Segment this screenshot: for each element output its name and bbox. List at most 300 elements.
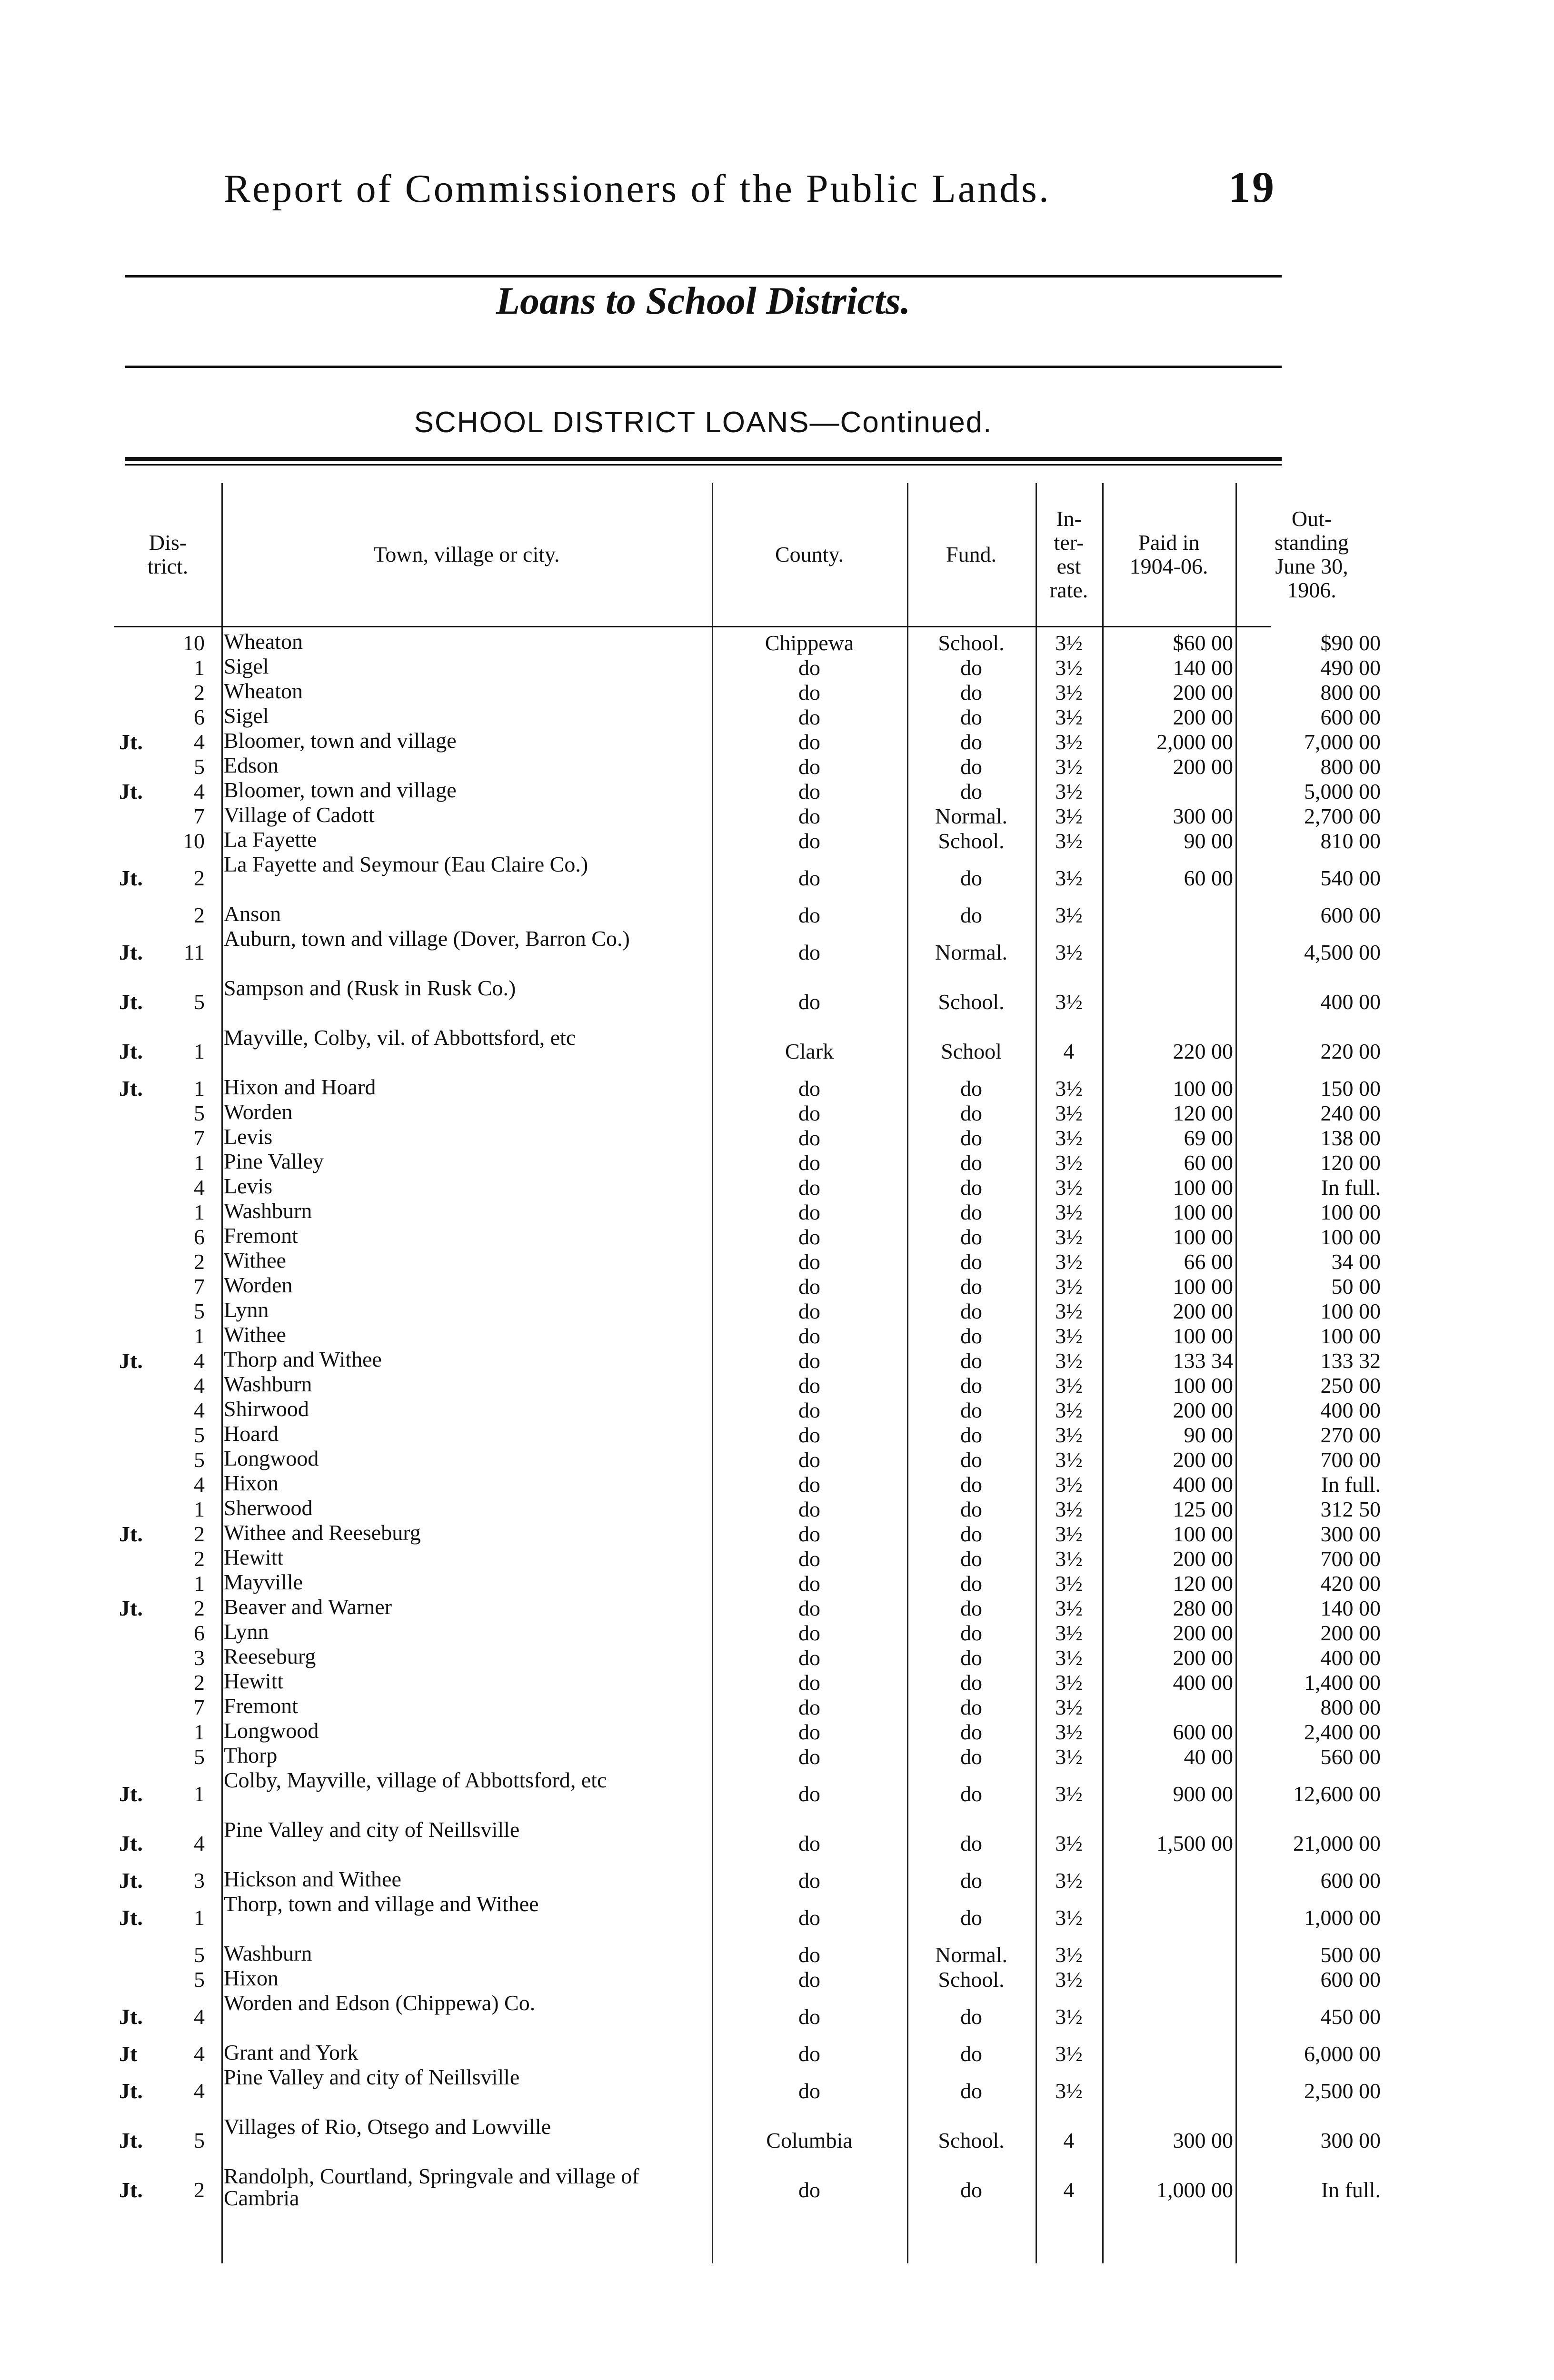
table-row [114, 2165, 1381, 2215]
row-joint-marker [114, 655, 181, 680]
table-row [114, 928, 1381, 977]
row-county: do [798, 1967, 820, 1992]
row-town: Thorp, town and village and Withee [224, 1893, 539, 1916]
header-paid: Paid in 1904-06. [1129, 530, 1208, 578]
table-row [114, 1943, 1381, 1967]
row-district: 5 [194, 1745, 205, 1769]
row-fund: do [960, 1349, 982, 1373]
row-county: do [798, 990, 820, 1014]
row-joint-marker [114, 754, 181, 779]
table-row [114, 631, 1381, 655]
row-joint-marker [114, 705, 181, 730]
row-county: do [798, 1250, 820, 1274]
page-number: 19 [1228, 163, 1276, 211]
header-rate: In- ter- est rate. [1049, 506, 1088, 602]
row-rate: 3½ [1055, 631, 1083, 655]
header-town: Town, village or city. [373, 542, 560, 566]
row-joint-marker: Jt. [119, 1905, 143, 1930]
row-paid [1105, 903, 1238, 928]
row-district: 1 [194, 1200, 205, 1224]
row-fund: do [960, 2178, 982, 2202]
row-paid: 100 00 [1173, 1324, 1233, 1348]
row-joint-marker: Jt. [119, 1596, 143, 1620]
row-county: do [798, 705, 820, 729]
row-rate: 3½ [1055, 1596, 1083, 1620]
row-fund: School. [938, 2128, 1005, 2152]
table-row [114, 1967, 1381, 1992]
table-row [114, 1522, 1381, 1547]
row-joint-marker: Jt. [119, 866, 143, 890]
row-rate: 3½ [1055, 1448, 1083, 1472]
report-title: Report of Commissioners of the Public Lands. [224, 167, 1051, 211]
row-county: do [798, 1349, 820, 1373]
row-fund: do [960, 1695, 982, 1719]
row-joint-marker: Jt. [119, 1868, 143, 1893]
row-paid: 120 00 [1173, 1571, 1233, 1596]
caption-rule-thick [125, 457, 1282, 461]
row-rate: 4 [1063, 2128, 1075, 2152]
row-county: do [798, 1646, 820, 1670]
row-paid [1105, 1992, 1238, 2042]
row-outstanding: 140 00 [1320, 1596, 1381, 1620]
row-town: Levis [224, 1175, 273, 1198]
row-joint-marker: Jt. [119, 990, 143, 1014]
row-town: Worden and Edson (Chippewa) Co. [224, 1992, 536, 2015]
row-town: Lynn [224, 1299, 269, 1322]
row-county: do [798, 1943, 820, 1967]
row-fund: do [960, 1720, 982, 1744]
row-fund: do [960, 1868, 982, 1893]
caption-rule-thin [125, 464, 1282, 466]
row-joint-marker [114, 1967, 181, 1992]
row-county: do [798, 1324, 820, 1348]
loans-table [114, 483, 1381, 2275]
row-outstanding: 400 00 [1320, 990, 1381, 1014]
row-fund: do [960, 705, 982, 729]
row-fund: School [941, 1039, 1002, 1063]
row-county: do [798, 1472, 820, 1497]
row-paid: 400 00 [1173, 1670, 1233, 1695]
row-town: Auburn, town and village (Dover, Barron Co.) [224, 928, 630, 951]
table-row [114, 1893, 1381, 1943]
row-county: do [798, 1596, 820, 1620]
row-joint-marker: Jt. [119, 1076, 143, 1101]
row-rate: 3½ [1055, 1398, 1083, 1422]
row-rate: 3½ [1055, 1274, 1083, 1299]
row-district: 5 [194, 1101, 205, 1125]
row-rate: 4 [1063, 1039, 1075, 1063]
header-rule [114, 626, 1271, 627]
row-town: Bloomer, town and village [224, 730, 457, 753]
row-rate: 3½ [1055, 1868, 1083, 1893]
row-fund: do [960, 680, 982, 704]
row-district: 2 [194, 2178, 205, 2202]
table-row [114, 1225, 1381, 1250]
row-district: 5 [194, 990, 205, 1014]
row-outstanding: 540 00 [1320, 866, 1381, 890]
row-fund: do [960, 730, 982, 754]
row-fund: do [960, 1522, 982, 1546]
row-town: Washburn [224, 1943, 312, 1965]
row-rate: 3½ [1055, 680, 1083, 704]
row-county: do [798, 1782, 820, 1806]
row-town: Fremont [224, 1225, 298, 1248]
table-row [114, 1274, 1381, 1299]
row-district: 1 [194, 1782, 205, 1806]
row-district: 10 [183, 631, 205, 655]
row-rate: 3½ [1055, 1101, 1083, 1125]
table-row [114, 1646, 1381, 1670]
row-town: Longwood [224, 1720, 319, 1743]
row-joint-marker [114, 1943, 181, 1967]
row-fund: do [960, 1472, 982, 1497]
row-district: 5 [194, 2128, 205, 2152]
table-row [114, 1423, 1381, 1448]
row-town: Worden [224, 1101, 293, 1124]
row-town: Pine Valley and city of Neillsville [224, 1819, 520, 1842]
row-joint-marker: Jt. [119, 1349, 143, 1373]
row-fund: do [960, 1646, 982, 1670]
row-rate: 3½ [1055, 1200, 1083, 1224]
row-outstanding: 400 00 [1320, 1398, 1381, 1422]
row-paid: 90 00 [1184, 829, 1233, 853]
header-district: Dis- trict. [147, 530, 189, 578]
row-district: 11 [183, 940, 205, 964]
row-paid: 200 00 [1173, 705, 1233, 729]
row-outstanding: 560 00 [1320, 1745, 1381, 1769]
row-town: Lynn [224, 1621, 269, 1644]
row-fund: do [960, 1250, 982, 1274]
row-fund: do [960, 1497, 982, 1521]
row-joint-marker: Jt [119, 2042, 138, 2066]
row-town: Beaver and Warner [224, 1596, 392, 1619]
row-joint-marker [114, 1621, 181, 1646]
table-row [114, 1398, 1381, 1423]
row-joint-marker [114, 1299, 181, 1324]
table-row [114, 1076, 1381, 1101]
row-rate: 3½ [1055, 1299, 1083, 1323]
table-row [114, 705, 1381, 730]
row-paid: 200 00 [1173, 754, 1233, 779]
row-district: 4 [194, 1175, 205, 1200]
row-fund: Normal. [935, 804, 1007, 828]
table-row [114, 1101, 1381, 1126]
row-county: do [798, 1398, 820, 1422]
row-district: 5 [194, 1299, 205, 1323]
row-town: Shirwood [224, 1398, 309, 1421]
row-outstanding: 21,000 00 [1293, 1831, 1381, 1855]
row-outstanding: 2,700 00 [1304, 804, 1381, 828]
row-rate: 3½ [1055, 1373, 1083, 1398]
row-outstanding: 100 00 [1320, 1299, 1381, 1323]
row-fund: do [960, 779, 982, 803]
row-district: 4 [194, 730, 205, 754]
row-fund: do [960, 2079, 982, 2103]
row-joint-marker [114, 1200, 181, 1225]
row-county: do [798, 2178, 820, 2202]
row-town: Randolph, Courtland, Springvale and village of Cambria [224, 2165, 639, 2210]
row-district: 1 [194, 1076, 205, 1101]
row-fund: do [960, 1596, 982, 1620]
row-joint-marker [114, 631, 181, 655]
row-joint-marker [114, 1101, 181, 1126]
row-outstanding: 600 00 [1320, 903, 1381, 927]
row-outstanding: 1,400 00 [1304, 1670, 1381, 1695]
row-fund: do [960, 2004, 982, 2029]
row-outstanding: 240 00 [1320, 1101, 1381, 1125]
table-header [114, 483, 1349, 626]
row-county: do [798, 2004, 820, 2029]
header-fund: Fund. [946, 542, 997, 566]
row-county: do [798, 903, 820, 927]
header-outstanding: Out- standing June 30, 1906. [1275, 506, 1349, 602]
row-town: La Fayette and Seymour (Eau Claire Co.) [224, 853, 588, 876]
row-district: 1 [194, 1571, 205, 1596]
row-outstanding: 800 00 [1320, 680, 1381, 704]
table-row [114, 1992, 1381, 2042]
row-outstanding: 7,000 00 [1304, 730, 1381, 754]
row-town: Pine Valley [224, 1150, 324, 1173]
row-joint-marker [114, 1250, 181, 1274]
row-town: Sampson and (Rusk in Rusk Co.) [224, 977, 516, 1000]
row-district: 1 [194, 1324, 205, 1348]
row-county: do [798, 1905, 820, 1930]
row-joint-marker [114, 1646, 181, 1670]
running-header [224, 157, 1276, 219]
row-town: Reeseburg [224, 1646, 316, 1668]
row-paid [1105, 1893, 1238, 1943]
row-town: Washburn [224, 1200, 312, 1223]
row-district: 5 [194, 1448, 205, 1472]
row-rate: 3½ [1055, 779, 1083, 803]
table-row [114, 1175, 1381, 1200]
row-paid: 200 00 [1173, 1398, 1233, 1422]
table-row [114, 1769, 1381, 1819]
section-title: Loans to School Districts. [496, 279, 911, 322]
row-county: do [798, 1150, 820, 1175]
row-paid: 900 00 [1173, 1782, 1233, 1806]
row-rate: 3½ [1055, 1126, 1083, 1150]
row-joint-marker: Jt. [119, 1831, 143, 1855]
row-town: Hewitt [224, 1670, 284, 1693]
row-fund: do [960, 2042, 982, 2066]
row-fund: School. [938, 990, 1005, 1014]
row-outstanding: In full. [1321, 1472, 1381, 1497]
row-county: do [798, 1076, 820, 1101]
row-paid: 60 00 [1184, 866, 1233, 890]
row-outstanding: 800 00 [1320, 754, 1381, 779]
row-rate: 3½ [1055, 2079, 1083, 2103]
row-district: 6 [194, 1225, 205, 1249]
row-outstanding: 100 00 [1320, 1200, 1381, 1224]
row-town: Worden [224, 1274, 293, 1297]
row-rate: 3½ [1055, 1522, 1083, 1546]
row-outstanding: 2,500 00 [1304, 2079, 1381, 2103]
row-district: 5 [194, 1943, 205, 1967]
row-county: do [798, 940, 820, 964]
row-town: Pine Valley and city of Neillsville [224, 2066, 520, 2089]
row-fund: do [960, 655, 982, 680]
row-paid: 600 00 [1173, 1720, 1233, 1744]
row-joint-marker: Jt. [119, 1039, 143, 1063]
row-joint-marker [114, 680, 181, 705]
row-paid [1105, 1967, 1238, 1992]
row-county: do [798, 1831, 820, 1855]
row-paid: 300 00 [1173, 804, 1233, 828]
row-district: 3 [194, 1646, 205, 1670]
row-fund: do [960, 1448, 982, 1472]
row-paid: 200 00 [1173, 1646, 1233, 1670]
table-row [114, 680, 1381, 705]
row-district: 4 [194, 2079, 205, 2103]
row-county: do [798, 680, 820, 704]
table-body [114, 631, 1381, 2215]
row-rate: 3½ [1055, 2042, 1083, 2066]
row-county: do [798, 730, 820, 754]
row-paid: 1,500 00 [1156, 1831, 1233, 1855]
row-outstanding: 220 00 [1320, 1039, 1381, 1063]
row-rate: 3½ [1055, 1497, 1083, 1521]
row-joint-marker: Jt. [119, 779, 143, 803]
row-town: Sigel [224, 705, 269, 728]
row-fund: do [960, 1175, 982, 1200]
row-paid: 200 00 [1173, 1621, 1233, 1645]
row-rate: 3½ [1055, 940, 1083, 964]
row-town: Mayville [224, 1571, 303, 1594]
row-rate: 3½ [1055, 655, 1083, 680]
row-paid: 100 00 [1173, 1522, 1233, 1546]
row-fund: do [960, 1423, 982, 1447]
row-outstanding: 400 00 [1320, 1646, 1381, 1670]
row-county: do [798, 1497, 820, 1521]
row-town: Wheaton [224, 631, 303, 654]
table-row [114, 1324, 1381, 1349]
row-paid: 300 00 [1173, 2128, 1233, 2152]
row-rate: 3½ [1055, 1547, 1083, 1571]
row-district: 2 [194, 866, 205, 890]
row-rate: 3½ [1055, 1646, 1083, 1670]
row-district: 7 [194, 1695, 205, 1719]
row-county: do [798, 1571, 820, 1596]
row-outstanding: 300 00 [1320, 1522, 1381, 1546]
table-row [114, 829, 1381, 853]
row-joint-marker [114, 1398, 181, 1423]
row-town: Bloomer, town and village [224, 779, 457, 802]
row-outstanding: 138 00 [1320, 1126, 1381, 1150]
row-rate: 3½ [1055, 1831, 1083, 1855]
table-row [114, 1200, 1381, 1225]
row-fund: do [960, 1398, 982, 1422]
row-county: do [798, 1299, 820, 1323]
row-joint-marker [114, 1745, 181, 1769]
row-joint-marker [114, 1472, 181, 1497]
row-outstanding: 490 00 [1320, 655, 1381, 680]
row-paid: 200 00 [1173, 680, 1233, 704]
row-fund: do [960, 1200, 982, 1224]
table-caption: SCHOOL DISTRICT LOANS—Continued. [414, 406, 993, 439]
table-row [114, 730, 1381, 754]
row-rate: 3½ [1055, 1967, 1083, 1992]
row-outstanding: 420 00 [1320, 1571, 1381, 1596]
row-fund: School. [938, 631, 1005, 655]
table-row [114, 2116, 1381, 2165]
row-joint-marker [114, 1720, 181, 1745]
row-paid [1105, 1868, 1238, 1893]
row-joint-marker [114, 1497, 181, 1522]
row-outstanding: In full. [1321, 2178, 1381, 2202]
row-joint-marker [114, 1695, 181, 1720]
table-row [114, 655, 1381, 680]
row-joint-marker: Jt. [119, 2079, 143, 2103]
row-paid: 125 00 [1173, 1497, 1233, 1521]
row-rate: 3½ [1055, 1943, 1083, 1967]
row-paid: 2,000 00 [1156, 730, 1233, 754]
row-rate: 3½ [1055, 1472, 1083, 1497]
row-fund: do [960, 1150, 982, 1175]
row-joint-marker [114, 1126, 181, 1150]
row-district: 7 [194, 1274, 205, 1299]
row-county: do [798, 655, 820, 680]
row-town: Longwood [224, 1448, 319, 1470]
row-outstanding: 800 00 [1320, 1695, 1381, 1719]
row-town: Villages of Rio, Otsego and Lowville [224, 2116, 551, 2139]
row-paid [1105, 2066, 1238, 2116]
row-outstanding: 300 00 [1320, 2128, 1381, 2152]
row-outstanding: 312 50 [1320, 1497, 1381, 1521]
row-outstanding: 600 00 [1320, 705, 1381, 729]
row-outstanding: 100 00 [1320, 1324, 1381, 1348]
row-town: Withee [224, 1324, 286, 1347]
table-row [114, 1150, 1381, 1175]
row-county: do [798, 1670, 820, 1695]
row-district: 7 [194, 1126, 205, 1150]
row-county: do [798, 1695, 820, 1719]
row-county: do [798, 2042, 820, 2066]
table-row [114, 779, 1381, 804]
row-paid: 220 00 [1173, 1039, 1233, 1063]
row-outstanding: In full. [1321, 1175, 1381, 1200]
row-rate: 3½ [1055, 1349, 1083, 1373]
table-row [114, 1868, 1381, 1893]
row-joint-marker [114, 1448, 181, 1472]
row-county: Chippewa [765, 631, 854, 655]
row-county: do [798, 804, 820, 828]
row-paid: 100 00 [1173, 1076, 1233, 1101]
row-fund: Normal. [935, 1943, 1007, 1967]
row-joint-marker: Jt. [119, 2004, 143, 2029]
header-county: County. [775, 542, 844, 566]
top-rule [125, 275, 1282, 278]
row-rate: 3½ [1055, 1423, 1083, 1447]
row-paid: 40 00 [1184, 1745, 1233, 1769]
row-rate: 3½ [1055, 804, 1083, 828]
row-outstanding: 4,500 00 [1304, 940, 1381, 964]
row-county: do [798, 1423, 820, 1447]
row-paid [1105, 977, 1238, 1027]
row-town: Edson [224, 754, 279, 777]
row-town: Withee [224, 1250, 286, 1272]
row-county: do [798, 1547, 820, 1571]
row-fund: do [960, 1373, 982, 1398]
row-district: 2 [194, 680, 205, 704]
row-outstanding: 600 00 [1320, 1967, 1381, 1992]
row-district: 4 [194, 2004, 205, 2029]
row-fund: do [960, 903, 982, 927]
row-rate: 3½ [1055, 1571, 1083, 1596]
row-outstanding: 34 00 [1331, 1250, 1381, 1274]
row-outstanding: 5,000 00 [1304, 779, 1381, 803]
row-county: do [798, 1522, 820, 1546]
